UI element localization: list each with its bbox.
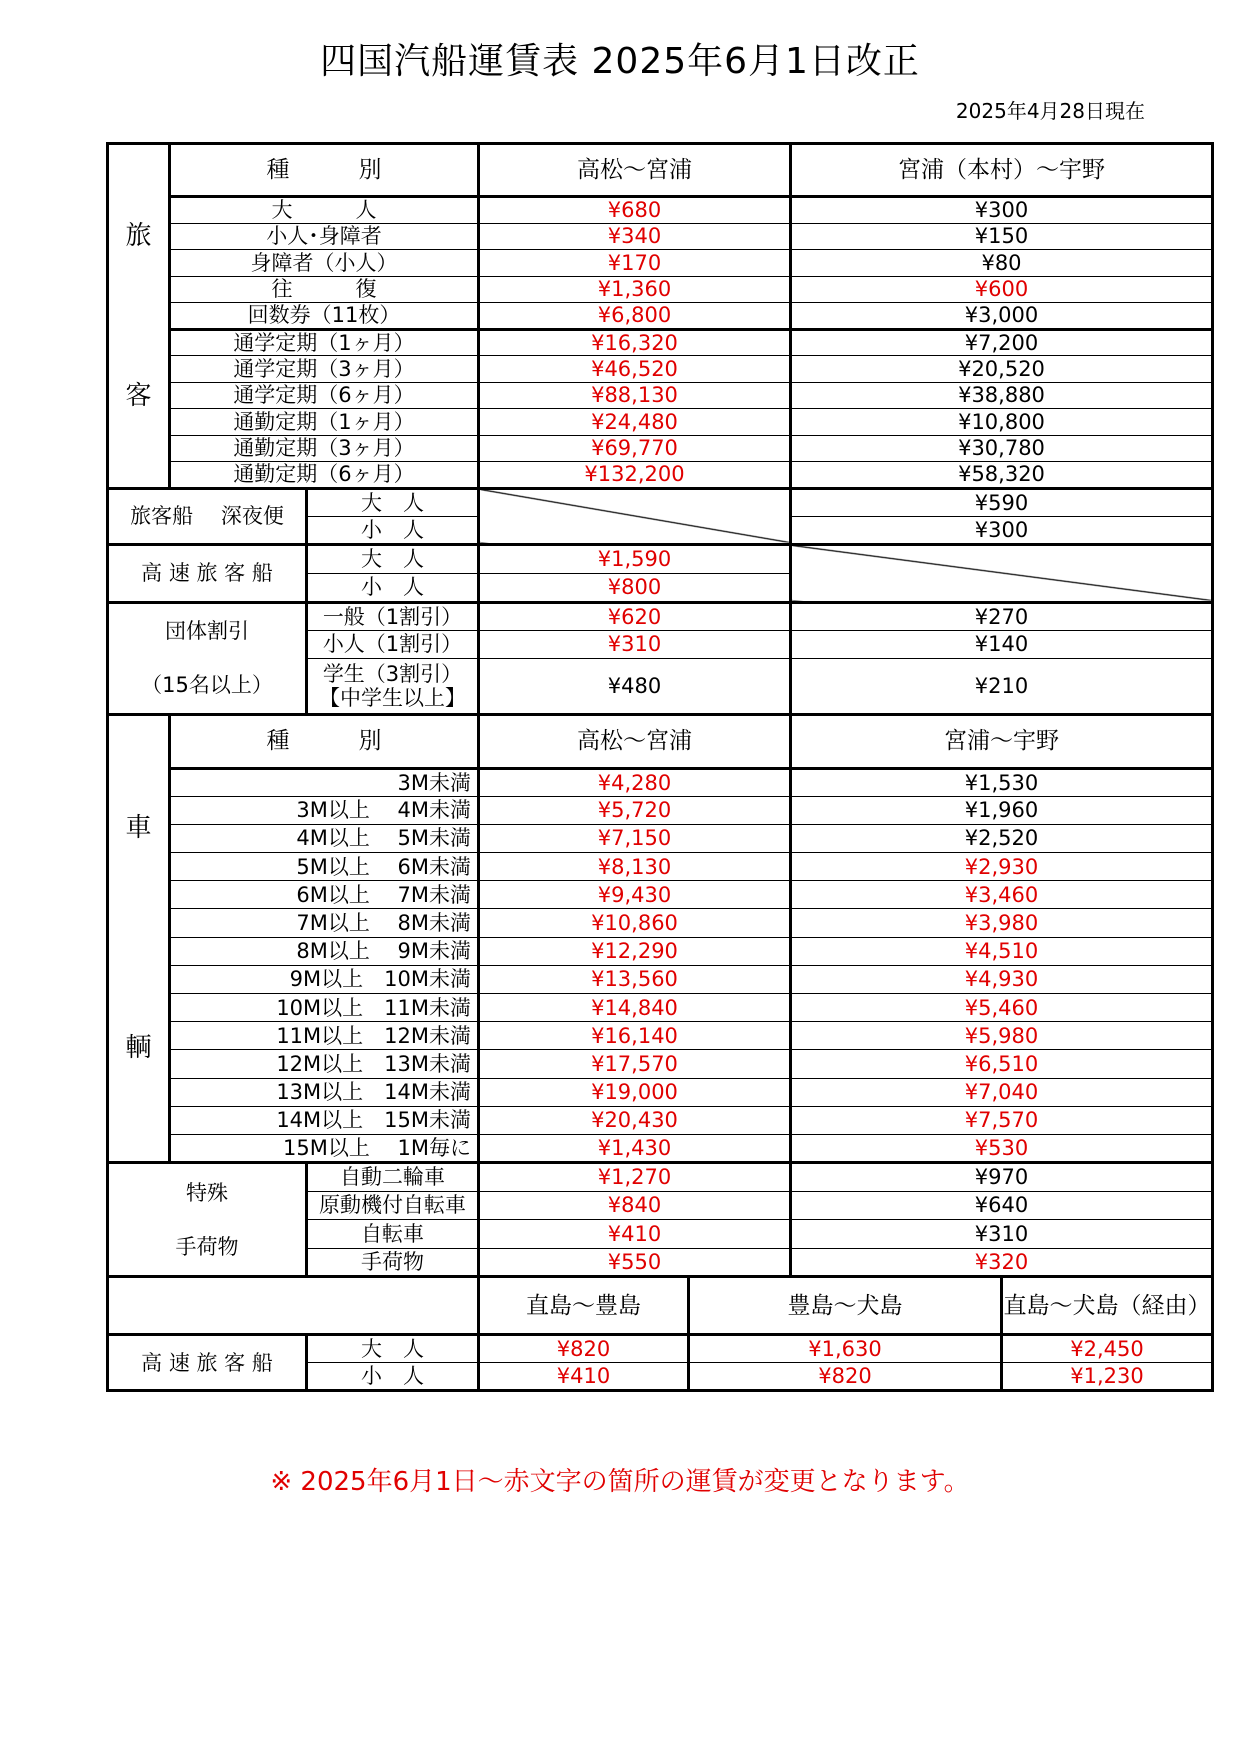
no-service-cell xyxy=(479,488,791,544)
fare-value: ¥19,000 xyxy=(479,1078,791,1106)
fare-value: ¥20,520 xyxy=(791,356,1213,383)
vehicle-route1-header: 高松～宮浦 xyxy=(479,714,791,768)
fare-value: ¥17,570 xyxy=(479,1050,791,1078)
fare-value: ¥2,520 xyxy=(791,824,1213,852)
fare-value: ¥640 xyxy=(791,1191,1213,1220)
vehicle-header-row xyxy=(108,714,1213,768)
as-of-date: 2025年4月28日現在 xyxy=(955,99,1145,123)
fare-value: ¥14,840 xyxy=(479,994,791,1022)
fare-value: ¥5,460 xyxy=(791,994,1213,1022)
fare-value: ¥69,770 xyxy=(479,435,791,462)
passenger-route2-header: 宮浦（本村）～宇野 xyxy=(791,144,1213,197)
fare-value: ¥310 xyxy=(791,1220,1213,1249)
fare-value: ¥340 xyxy=(479,223,791,250)
fare-value: ¥1,230 xyxy=(1002,1363,1213,1391)
fare-value: ¥88,130 xyxy=(479,382,791,409)
night-adult-row xyxy=(108,488,1213,516)
fare-label: 回数券（11枚） xyxy=(170,303,479,330)
table-row xyxy=(108,602,1213,630)
express-ferry-label: 高 速 旅 客 船 xyxy=(108,544,307,602)
vehicle-length-label: 4M以上 5M未満 xyxy=(170,824,479,852)
table-row xyxy=(108,824,1213,852)
fare-value: ¥270 xyxy=(791,602,1213,630)
fare-value: ¥80 xyxy=(791,250,1213,277)
adult-label: 大 人 xyxy=(307,488,479,516)
vehicle-type-header: 種 別 xyxy=(170,714,479,768)
vehicle-length-label: 5M以上 6M未満 xyxy=(170,853,479,881)
fare-value: ¥7,040 xyxy=(791,1078,1213,1106)
fare-value: ¥16,140 xyxy=(479,1022,791,1050)
fare-value: ¥4,510 xyxy=(791,937,1213,965)
fare-value: ¥320 xyxy=(791,1248,1213,1277)
fare-value: ¥1,590 xyxy=(479,544,791,573)
table-row xyxy=(108,1134,1213,1162)
fare-value: ¥46,520 xyxy=(479,356,791,383)
island-express-label: 高 速 旅 客 船 xyxy=(108,1335,307,1391)
vehicle-length-label: 11M以上 12M未満 xyxy=(170,1022,479,1050)
fare-label: 通学定期（3ヶ月） xyxy=(170,356,479,383)
fare-label: 一般（1割引） xyxy=(307,602,479,630)
fare-value: ¥170 xyxy=(479,250,791,277)
fare-value: ¥530 xyxy=(791,1134,1213,1162)
fare-value: ¥800 xyxy=(479,573,791,602)
fare-value: ¥4,280 xyxy=(479,768,791,796)
fare-value: ¥24,480 xyxy=(479,409,791,436)
adult-label: 大 人 xyxy=(307,544,479,573)
fare-value: ¥1,360 xyxy=(479,276,791,303)
fare-value: ¥1,630 xyxy=(689,1335,1002,1363)
fare-value: ¥30,780 xyxy=(791,435,1213,462)
fare-label: 手荷物 xyxy=(307,1248,479,1277)
empty-header-cell xyxy=(108,1277,479,1335)
vehicle-length-label: 10M以上 11M未満 xyxy=(170,994,479,1022)
fare-value: ¥8,130 xyxy=(479,853,791,881)
fare-label: 通勤定期（6ヶ月） xyxy=(170,462,479,489)
table-row xyxy=(108,1078,1213,1106)
table-row xyxy=(108,409,1213,436)
fare-value: ¥140 xyxy=(791,630,1213,658)
fare-value: ¥16,320 xyxy=(479,329,791,356)
fare-value: ¥3,000 xyxy=(791,303,1213,330)
table-row xyxy=(108,1050,1213,1078)
table-row xyxy=(108,197,1213,224)
passenger-side-label: 旅 客 xyxy=(108,144,170,489)
fare-value: ¥58,320 xyxy=(791,462,1213,489)
special-baggage-label: 特殊 手荷物 xyxy=(108,1163,307,1277)
table-row xyxy=(108,1106,1213,1134)
fare-value: ¥10,800 xyxy=(791,409,1213,436)
fare-label: 往 復 xyxy=(170,276,479,303)
group-discount-label: 団体割引 （15名以上） xyxy=(108,602,307,714)
fare-value: ¥6,800 xyxy=(479,303,791,330)
fare-value: ¥4,930 xyxy=(791,965,1213,993)
student-label: 学生（3割引） 【中学生以上】 xyxy=(307,658,479,714)
table-row xyxy=(108,796,1213,824)
island-route-a-header: 直島～豊島 xyxy=(479,1277,689,1335)
fare-value: ¥410 xyxy=(479,1220,791,1249)
fare-value: ¥1,270 xyxy=(479,1163,791,1192)
table-row xyxy=(108,223,1213,250)
fare-value: ¥1,530 xyxy=(791,768,1213,796)
vehicle-side-label: 車 輌 xyxy=(108,714,170,1163)
island-adult-row xyxy=(108,1335,1213,1363)
vehicle-length-label: 13M以上 14M未満 xyxy=(170,1078,479,1106)
table-row xyxy=(108,881,1213,909)
passenger-route1-header: 高松～宮浦 xyxy=(479,144,791,197)
fare-value: ¥12,290 xyxy=(479,937,791,965)
vehicle-length-label: 14M以上 15M未満 xyxy=(170,1106,479,1134)
table-row xyxy=(108,994,1213,1022)
table-row xyxy=(108,1022,1213,1050)
fare-label: 身障者（小人） xyxy=(170,250,479,277)
fare-value: ¥150 xyxy=(791,223,1213,250)
table-row xyxy=(108,356,1213,383)
vehicle-length-label: 9M以上 10M未満 xyxy=(170,965,479,993)
fare-label: 通学定期（1ヶ月） xyxy=(170,329,479,356)
table-row xyxy=(108,768,1213,796)
vehicle-length-label: 7M以上 8M未満 xyxy=(170,909,479,937)
fare-value: ¥1,960 xyxy=(791,796,1213,824)
fare-label: 自転車 xyxy=(307,1220,479,1249)
fare-table xyxy=(106,142,1214,1392)
vehicle-route2-header: 宮浦～宇野 xyxy=(791,714,1213,768)
fare-value: ¥300 xyxy=(791,516,1213,544)
fare-change-note: ※ 2025年6月1日～赤文字の箇所の運賃が変更となります。 xyxy=(270,1467,970,1497)
table-row xyxy=(108,462,1213,489)
fare-value: ¥1,430 xyxy=(479,1134,791,1162)
passenger-header-row xyxy=(108,144,1213,197)
table-row xyxy=(108,250,1213,277)
fare-value: ¥7,150 xyxy=(479,824,791,852)
fare-value: ¥210 xyxy=(791,658,1213,714)
fare-value: ¥840 xyxy=(479,1191,791,1220)
fare-label: 大 人 xyxy=(170,197,479,224)
fare-value: ¥10,860 xyxy=(479,909,791,937)
fare-value: ¥13,560 xyxy=(479,965,791,993)
fare-value: ¥310 xyxy=(479,630,791,658)
table-row xyxy=(108,329,1213,356)
fare-value: ¥480 xyxy=(479,658,791,714)
fare-value: ¥550 xyxy=(479,1248,791,1277)
fare-value: ¥600 xyxy=(791,276,1213,303)
child-label: 小 人 xyxy=(307,573,479,602)
fare-value: ¥300 xyxy=(791,197,1213,224)
fare-value: ¥620 xyxy=(479,602,791,630)
table-row xyxy=(108,382,1213,409)
table-row xyxy=(108,1163,1213,1192)
fare-value: ¥6,510 xyxy=(791,1050,1213,1078)
fare-value: ¥820 xyxy=(479,1335,689,1363)
child-label: 小 人 xyxy=(307,1363,479,1391)
fare-value: ¥9,430 xyxy=(479,881,791,909)
fare-label: 小人（1割引） xyxy=(307,630,479,658)
table-row xyxy=(108,937,1213,965)
table-row xyxy=(108,909,1213,937)
fare-label: 自動二輪車 xyxy=(307,1163,479,1192)
fare-value: ¥2,450 xyxy=(1002,1335,1213,1363)
night-ferry-label: 旅客船 深夜便 xyxy=(108,488,307,544)
fare-value: ¥3,980 xyxy=(791,909,1213,937)
fare-label: 通学定期（6ヶ月） xyxy=(170,382,479,409)
fare-value: ¥7,200 xyxy=(791,329,1213,356)
no-service-cell xyxy=(791,544,1213,602)
fare-value: ¥38,880 xyxy=(791,382,1213,409)
fare-label: 原動機付自転車 xyxy=(307,1191,479,1220)
vehicle-length-label: 15M以上 1M毎に xyxy=(170,1134,479,1162)
vehicle-length-label: 12M以上 13M未満 xyxy=(170,1050,479,1078)
fare-label: 通勤定期（3ヶ月） xyxy=(170,435,479,462)
island-header-row xyxy=(108,1277,1213,1335)
vehicle-length-label: 3M以上 4M未満 xyxy=(170,796,479,824)
island-route-c-header: 直島～犬島（経由） xyxy=(1002,1277,1213,1335)
table-row xyxy=(108,965,1213,993)
vehicle-length-label: 8M以上 9M未満 xyxy=(170,937,479,965)
child-label: 小 人 xyxy=(307,516,479,544)
fare-value: ¥5,980 xyxy=(791,1022,1213,1050)
express-adult-row xyxy=(108,544,1213,573)
table-row xyxy=(108,853,1213,881)
adult-label: 大 人 xyxy=(307,1335,479,1363)
fare-label: 小人･身障者 xyxy=(170,223,479,250)
fare-value: ¥20,430 xyxy=(479,1106,791,1134)
fare-value: ¥410 xyxy=(479,1363,689,1391)
vehicle-length-label: 3M未満 xyxy=(170,768,479,796)
fare-value: ¥820 xyxy=(689,1363,1002,1391)
passenger-type-header: 種 別 xyxy=(170,144,479,197)
fare-value: ¥3,460 xyxy=(791,881,1213,909)
table-row xyxy=(108,276,1213,303)
vehicle-length-label: 6M以上 7M未満 xyxy=(170,881,479,909)
table-row xyxy=(108,303,1213,330)
fare-value: ¥5,720 xyxy=(479,796,791,824)
fare-label: 通勤定期（1ヶ月） xyxy=(170,409,479,436)
fare-value: ¥2,930 xyxy=(791,853,1213,881)
island-route-b-header: 豊島～犬島 xyxy=(689,1277,1002,1335)
page-title: 四国汽船運賃表 2025年6月1日改正 xyxy=(320,41,920,82)
table-row xyxy=(108,435,1213,462)
fare-value: ¥132,200 xyxy=(479,462,791,489)
fare-value: ¥680 xyxy=(479,197,791,224)
fare-value: ¥970 xyxy=(791,1163,1213,1192)
fare-value: ¥7,570 xyxy=(791,1106,1213,1134)
fare-value: ¥590 xyxy=(791,488,1213,516)
